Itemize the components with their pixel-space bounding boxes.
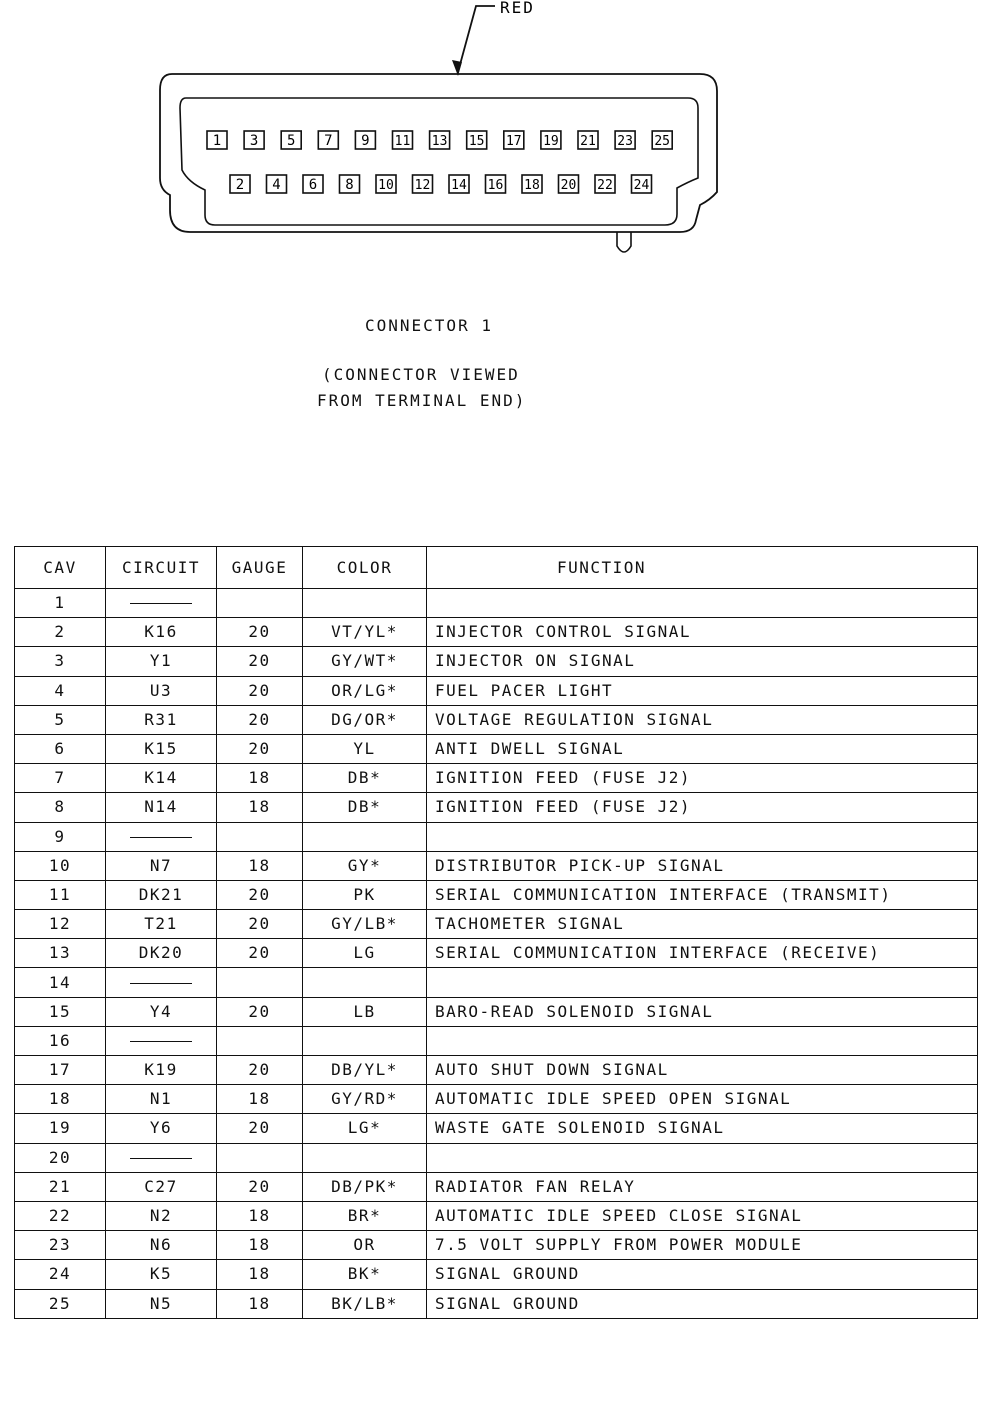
connector-diagram xyxy=(0,0,992,520)
table-row xyxy=(15,1056,978,1085)
cell-circuit: N14 xyxy=(106,793,217,822)
pinout-table xyxy=(14,546,978,1319)
cell-cav: 25 xyxy=(15,1289,106,1318)
cell-cav: 13 xyxy=(15,939,106,968)
cell-circuit: Y6 xyxy=(106,1114,217,1143)
terminal-label: 22 xyxy=(597,178,613,193)
cell-cav: 19 xyxy=(15,1114,106,1143)
cell-gauge: 18 xyxy=(217,1289,303,1318)
cell-circuit: R31 xyxy=(106,705,217,734)
cell-function xyxy=(427,589,978,618)
table-row xyxy=(15,968,978,997)
cell-cav: 2 xyxy=(15,618,106,647)
cell-function: SERIAL COMMUNICATION INTERFACE (TRANSMIT) xyxy=(427,880,978,909)
cell-gauge xyxy=(217,968,303,997)
cell-color: DB/PK* xyxy=(303,1172,427,1201)
cell-circuit xyxy=(106,1143,217,1172)
red-wire-callout xyxy=(452,6,495,76)
cell-function: TACHOMETER SIGNAL xyxy=(427,910,978,939)
cell-cav: 15 xyxy=(15,997,106,1026)
cell-gauge: 20 xyxy=(217,705,303,734)
connector-note-line1: (CONNECTOR VIEWED xyxy=(322,365,520,384)
terminal-label: 3 xyxy=(249,133,259,149)
header-color: COLOR xyxy=(303,547,427,589)
terminal-label: 12 xyxy=(414,178,431,193)
cell-color xyxy=(303,1026,427,1055)
cell-cav: 5 xyxy=(15,705,106,734)
unused-circuit-dash xyxy=(130,837,192,838)
table-row xyxy=(15,1260,978,1289)
cell-circuit: K14 xyxy=(106,764,217,793)
cell-function xyxy=(427,1143,978,1172)
cell-gauge: 20 xyxy=(217,939,303,968)
cell-color: GY* xyxy=(303,851,427,880)
cell-color: BK* xyxy=(303,1260,427,1289)
cell-gauge: 20 xyxy=(217,676,303,705)
cell-gauge: 20 xyxy=(217,997,303,1026)
cell-circuit: N2 xyxy=(106,1201,217,1230)
cell-cav: 11 xyxy=(15,880,106,909)
header-gauge: GAUGE xyxy=(217,547,303,589)
terminal-label: 16 xyxy=(487,178,504,193)
unused-circuit-dash xyxy=(130,603,192,604)
cell-gauge: 18 xyxy=(217,851,303,880)
cell-circuit xyxy=(106,589,217,618)
cell-function: AUTOMATIC IDLE SPEED OPEN SIGNAL xyxy=(427,1085,978,1114)
terminal-9 xyxy=(355,131,375,149)
terminal-15 xyxy=(467,131,487,149)
connector-latch-key xyxy=(617,232,631,252)
cell-cav: 23 xyxy=(15,1231,106,1260)
terminal-11 xyxy=(393,131,413,149)
cell-color: DG/OR* xyxy=(303,705,427,734)
connector-inner-shell xyxy=(180,98,698,225)
cell-cav: 21 xyxy=(15,1172,106,1201)
cell-cav: 18 xyxy=(15,1085,106,1114)
pinout-header-row xyxy=(15,547,978,589)
header-function: FUNCTION xyxy=(427,547,978,589)
cell-cav: 6 xyxy=(15,734,106,763)
cell-gauge: 18 xyxy=(217,1231,303,1260)
terminal-label: 15 xyxy=(468,134,485,149)
cell-function: IGNITION FEED (FUSE J2) xyxy=(427,764,978,793)
cell-circuit: Y4 xyxy=(106,997,217,1026)
cell-function xyxy=(427,822,978,851)
cell-gauge: 18 xyxy=(217,793,303,822)
cell-color xyxy=(303,589,427,618)
cell-cav: 20 xyxy=(15,1143,106,1172)
cell-color: PK xyxy=(303,880,427,909)
cell-function: SIGNAL GROUND xyxy=(427,1260,978,1289)
table-row xyxy=(15,1085,978,1114)
cell-gauge: 18 xyxy=(217,1085,303,1114)
cell-gauge xyxy=(217,1143,303,1172)
terminal-21 xyxy=(578,131,598,149)
cell-function: SIGNAL GROUND xyxy=(427,1289,978,1318)
terminal-12 xyxy=(413,175,433,193)
cell-gauge: 20 xyxy=(217,880,303,909)
terminal-20 xyxy=(559,175,579,193)
cell-circuit: DK20 xyxy=(106,939,217,968)
cell-cav: 12 xyxy=(15,910,106,939)
table-row xyxy=(15,676,978,705)
terminal-label: 23 xyxy=(617,134,633,149)
terminal-label: 17 xyxy=(505,134,522,149)
terminal-2 xyxy=(230,175,250,193)
terminal-13 xyxy=(430,131,450,149)
terminal-label: 21 xyxy=(580,134,596,149)
cell-gauge: 20 xyxy=(217,1172,303,1201)
cell-function: VOLTAGE REGULATION SIGNAL xyxy=(427,705,978,734)
terminal-23 xyxy=(615,131,635,149)
terminal-label: 18 xyxy=(524,178,540,193)
table-row xyxy=(15,618,978,647)
cell-color: LB xyxy=(303,997,427,1026)
cell-cav: 9 xyxy=(15,822,106,851)
cell-gauge: 20 xyxy=(217,618,303,647)
cell-gauge: 18 xyxy=(217,1201,303,1230)
table-row xyxy=(15,647,978,676)
table-row xyxy=(15,1114,978,1143)
cell-color: DB* xyxy=(303,764,427,793)
table-row xyxy=(15,851,978,880)
cell-cav: 22 xyxy=(15,1201,106,1230)
cell-cav: 10 xyxy=(15,851,106,880)
cell-cav: 16 xyxy=(15,1026,106,1055)
cell-function: IGNITION FEED (FUSE J2) xyxy=(427,793,978,822)
cell-cav: 4 xyxy=(15,676,106,705)
table-row xyxy=(15,589,978,618)
terminal-label: 19 xyxy=(543,134,559,149)
cell-circuit: N5 xyxy=(106,1289,217,1318)
cell-function: 7.5 VOLT SUPPLY FROM POWER MODULE xyxy=(427,1231,978,1260)
cell-circuit: N7 xyxy=(106,851,217,880)
cell-color xyxy=(303,822,427,851)
terminal-19 xyxy=(541,131,561,149)
terminal-7 xyxy=(318,131,338,149)
cell-circuit xyxy=(106,1026,217,1055)
cell-function: ANTI DWELL SIGNAL xyxy=(427,734,978,763)
cell-color: LG* xyxy=(303,1114,427,1143)
cell-gauge xyxy=(217,822,303,851)
cell-cav: 7 xyxy=(15,764,106,793)
table-row xyxy=(15,939,978,968)
cell-cav: 3 xyxy=(15,647,106,676)
terminal-5 xyxy=(281,131,301,149)
cell-circuit: T21 xyxy=(106,910,217,939)
cell-cav: 1 xyxy=(15,589,106,618)
cell-gauge: 20 xyxy=(217,647,303,676)
terminal-18 xyxy=(522,175,542,193)
cell-color: YL xyxy=(303,734,427,763)
terminal-label: 10 xyxy=(378,178,394,193)
cell-circuit: K19 xyxy=(106,1056,217,1085)
cell-color xyxy=(303,1143,427,1172)
cell-circuit: DK21 xyxy=(106,880,217,909)
terminal-label: 8 xyxy=(345,177,354,193)
unused-circuit-dash xyxy=(130,1041,192,1042)
cell-color: OR/LG* xyxy=(303,676,427,705)
cell-color: GY/LB* xyxy=(303,910,427,939)
cell-function: INJECTOR ON SIGNAL xyxy=(427,647,978,676)
table-row xyxy=(15,1026,978,1055)
cell-circuit: U3 xyxy=(106,676,217,705)
terminal-24 xyxy=(632,175,652,193)
cell-color: VT/YL* xyxy=(303,618,427,647)
cell-color: LG xyxy=(303,939,427,968)
terminal-label: 6 xyxy=(308,177,318,193)
terminal-label: 11 xyxy=(394,134,411,149)
terminal-25 xyxy=(652,131,672,149)
cell-color: GY/WT* xyxy=(303,647,427,676)
unused-circuit-dash xyxy=(130,983,192,984)
terminal-label: 25 xyxy=(654,134,671,149)
terminal-label: 2 xyxy=(235,177,245,193)
cell-color: DB/YL* xyxy=(303,1056,427,1085)
table-row xyxy=(15,1231,978,1260)
connector-note-line2: FROM TERMINAL END) xyxy=(317,391,527,410)
red-wire-label: RED xyxy=(500,0,535,17)
terminal-4 xyxy=(267,175,287,193)
cell-cav: 17 xyxy=(15,1056,106,1085)
terminal-label: 5 xyxy=(286,133,296,149)
terminal-row-top xyxy=(207,131,672,149)
cell-circuit: K5 xyxy=(106,1260,217,1289)
cell-gauge: 20 xyxy=(217,1114,303,1143)
cell-color: OR xyxy=(303,1231,427,1260)
cell-function: AUTO SHUT DOWN SIGNAL xyxy=(427,1056,978,1085)
cell-function: DISTRIBUTOR PICK-UP SIGNAL xyxy=(427,851,978,880)
cell-function: BARO-READ SOLENOID SIGNAL xyxy=(427,997,978,1026)
table-row xyxy=(15,880,978,909)
cell-circuit: K15 xyxy=(106,734,217,763)
cell-function: INJECTOR CONTROL SIGNAL xyxy=(427,618,978,647)
table-row xyxy=(15,910,978,939)
header-circuit: CIRCUIT xyxy=(106,547,217,589)
header-cav: CAV xyxy=(15,547,106,589)
cell-circuit: N1 xyxy=(106,1085,217,1114)
terminal-10 xyxy=(376,175,396,193)
cell-cav: 8 xyxy=(15,793,106,822)
cell-function xyxy=(427,968,978,997)
terminal-label: 20 xyxy=(560,178,577,193)
terminal-label: 1 xyxy=(212,133,222,149)
cell-gauge: 18 xyxy=(217,1260,303,1289)
terminal-14 xyxy=(449,175,469,193)
cell-function: RADIATOR FAN RELAY xyxy=(427,1172,978,1201)
table-row xyxy=(15,734,978,763)
cell-color: DB* xyxy=(303,793,427,822)
cell-gauge: 20 xyxy=(217,910,303,939)
cell-cav: 24 xyxy=(15,1260,106,1289)
terminal-3 xyxy=(244,131,264,149)
cell-color: BK/LB* xyxy=(303,1289,427,1318)
cell-function: FUEL PACER LIGHT xyxy=(427,676,978,705)
cell-function: WASTE GATE SOLENOID SIGNAL xyxy=(427,1114,978,1143)
terminal-label: 9 xyxy=(361,133,370,149)
table-row xyxy=(15,822,978,851)
connector-title: CONNECTOR 1 xyxy=(365,316,493,335)
terminal-1 xyxy=(207,131,227,149)
cell-circuit xyxy=(106,822,217,851)
terminal-label: 7 xyxy=(324,133,333,149)
cell-color: GY/RD* xyxy=(303,1085,427,1114)
terminal-label: 14 xyxy=(451,178,467,193)
table-row xyxy=(15,1201,978,1230)
terminal-22 xyxy=(595,175,615,193)
unused-circuit-dash xyxy=(130,1158,192,1159)
cell-circuit: Y1 xyxy=(106,647,217,676)
terminal-label: 13 xyxy=(431,134,448,149)
table-row xyxy=(15,1172,978,1201)
cell-color: BR* xyxy=(303,1201,427,1230)
cell-function: SERIAL COMMUNICATION INTERFACE (RECEIVE) xyxy=(427,939,978,968)
terminal-17 xyxy=(504,131,524,149)
cell-gauge xyxy=(217,1026,303,1055)
cell-circuit: N6 xyxy=(106,1231,217,1260)
terminal-16 xyxy=(486,175,506,193)
table-row xyxy=(15,705,978,734)
terminal-6 xyxy=(303,175,323,193)
cell-gauge: 18 xyxy=(217,764,303,793)
table-row xyxy=(15,997,978,1026)
terminal-label: 4 xyxy=(272,177,281,193)
table-row xyxy=(15,764,978,793)
terminal-label: 24 xyxy=(633,178,650,193)
terminal-8 xyxy=(340,175,360,193)
cell-cav: 14 xyxy=(15,968,106,997)
cell-circuit: C27 xyxy=(106,1172,217,1201)
cell-circuit: K16 xyxy=(106,618,217,647)
table-row xyxy=(15,793,978,822)
cell-circuit xyxy=(106,968,217,997)
cell-gauge: 20 xyxy=(217,1056,303,1085)
cell-gauge xyxy=(217,589,303,618)
cell-color xyxy=(303,968,427,997)
table-row xyxy=(15,1289,978,1318)
cell-function xyxy=(427,1026,978,1055)
terminal-row-bottom xyxy=(230,175,652,193)
cell-gauge: 20 xyxy=(217,734,303,763)
cell-function: AUTOMATIC IDLE SPEED CLOSE SIGNAL xyxy=(427,1201,978,1230)
table-row xyxy=(15,1143,978,1172)
